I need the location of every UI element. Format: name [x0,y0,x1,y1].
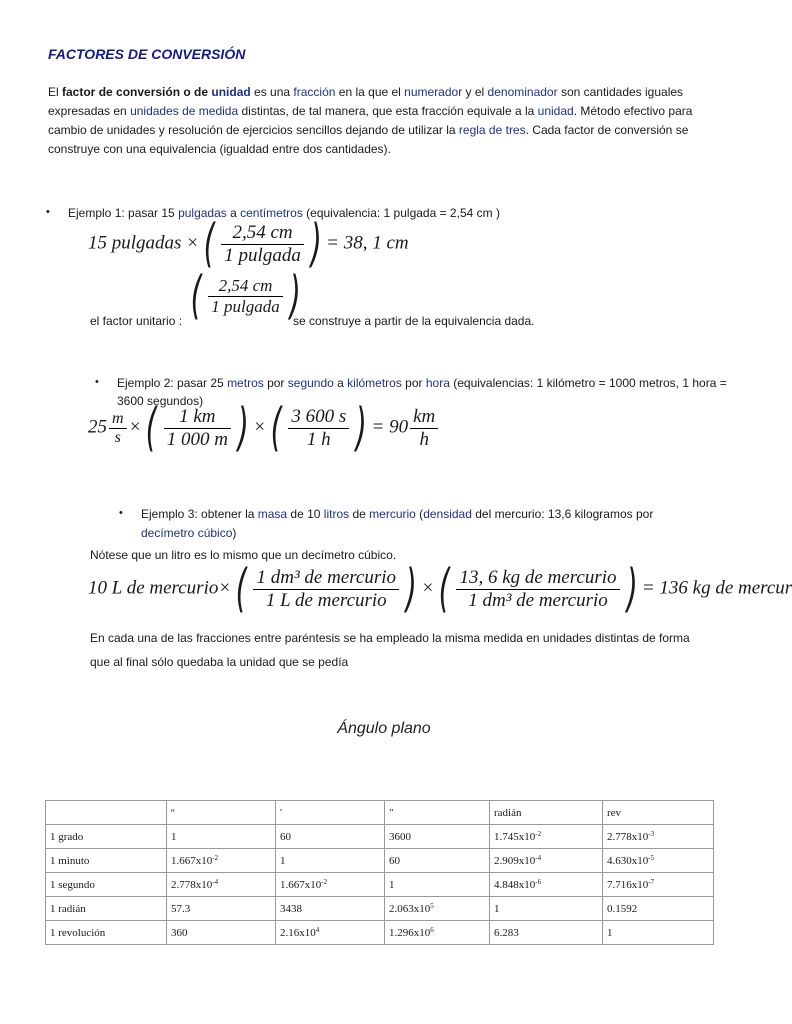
fraction-numerator: m [109,410,127,429]
example-text: del mercurio: 13,6 kilogramos por [471,507,654,521]
table-header-cell: " [385,801,490,825]
closing-line-1: En cada una de las fracciones entre paréntesis se ha empleado la misma medida en unidades distintas de forma [90,631,690,645]
cell-exponent: 5 [430,902,434,910]
example-text: de 10 [287,507,324,521]
fraction-denominator: h [419,428,429,450]
link-pulgadas[interactable]: pulgadas [178,206,227,220]
fraction-numerator: km [410,406,438,429]
page-title: FACTORES DE CONVERSIÓN [48,46,246,62]
factor-label: el factor unitario : [90,314,183,328]
times-sign: × [421,577,435,599]
equation-equals: = 90 [371,416,409,438]
cell-value: 1.667x10 [171,855,213,867]
fraction-denominator: 1 L de mercurio [265,589,387,611]
closing-line-2: que al final sólo quedaba la unidad que se pedía [90,655,349,669]
open-paren: ( [190,266,202,326]
close-paren: ) [289,266,301,326]
equation-lead: 25 [88,416,107,438]
cell-exponent: -3 [648,830,655,838]
table-cell [167,921,276,945]
cell-value: 1 [280,854,286,867]
cell-value: 57.3 [171,902,191,915]
cell-value: 2.778x10 [607,831,649,843]
cell-exponent: -2 [212,854,219,862]
fraction [109,410,127,447]
table-cell [603,921,714,945]
cell-value: 1.745x10 [494,831,536,843]
note-text: Nótese que un litro es lo mismo que un decímetro cúbico. [90,548,397,562]
table-cell [490,921,603,945]
intro-link-unidad-bold[interactable]: unidad [211,85,251,99]
cell-value: 1 [494,902,500,915]
cell-exponent: -2 [321,878,328,886]
factor-after-text: se construye a partir de la equivalencia dada. [293,314,535,328]
fraction [456,567,619,612]
table-cell [276,921,385,945]
example-1-equation [88,214,409,274]
open-paren: ( [270,398,282,458]
close-paren: ) [626,559,638,619]
cell-value: 3438 [280,902,302,915]
link-unidades-de-medida[interactable]: unidades de medida [130,104,239,118]
table-cell [603,897,714,921]
example-text: Ejemplo 2: pasar 25 [117,376,228,390]
cell-value: 7.716x10 [607,879,649,891]
table-cell [276,873,385,897]
example-text: a [333,376,348,390]
table-header-cell: º [167,801,276,825]
table-cell [46,825,167,849]
times-sign: × [128,416,142,438]
link-denominador[interactable]: denominador [487,85,558,99]
cell-value: 4.848x10 [494,879,536,891]
cell-value: 1 minuto [50,854,90,867]
fraction-denominator: 1 h [306,428,331,450]
factor-equation [186,266,305,326]
fraction-numerator: 2,54 cm [221,222,304,245]
open-paren: ( [235,559,247,619]
equation-left: 15 pulgadas × [88,232,199,254]
table-cell [46,921,167,945]
intro-text: distintas, de tal manera, que esta fracción equivale a la [238,104,538,118]
example-3-text [141,505,701,543]
cell-exponent: -6 [535,878,542,886]
intro-text: y el [462,85,488,99]
cell-value: 6.283 [494,926,519,939]
example-2-equation [88,398,440,458]
cell-value: 1 grado [50,830,84,843]
cell-value: 2.909x10 [494,855,536,867]
example-text: (equivalencias: 1 kilómetro = 1000 metros, 1 hora = 3600 segundos) [117,376,727,408]
link-fraccion[interactable]: fracción [293,85,336,99]
link-kilometros[interactable]: kilómetros [347,376,402,390]
open-paren: ( [203,214,215,274]
table-cell [46,849,167,873]
cell-value: 60 [389,854,400,867]
table-cell [46,873,167,897]
cell-exponent: -4 [212,878,219,886]
link-numerador[interactable]: numerador [404,85,463,99]
table-cell [276,825,385,849]
link-segundo[interactable]: segundo [287,376,334,390]
example-3-equation [88,559,792,619]
table-header-cell: radián [490,801,603,825]
cell-value: 1 [389,878,395,891]
link-centimetros[interactable]: centímetros [240,206,303,220]
table-cell [276,849,385,873]
link-regla-de-tres[interactable]: regla de tres [458,123,526,137]
table-cell [385,849,490,873]
cell-value: 2.778x10 [171,879,213,891]
intro-text: en la que el [335,85,405,99]
intro-text: son cantidades iguales expresadas en [48,85,684,118]
table-row [46,873,714,897]
table-cell [167,825,276,849]
table-cell [490,849,603,873]
cell-exponent: 6 [430,926,434,934]
closing-paragraph [90,626,690,674]
cell-value: 1.667x10 [280,879,322,891]
link-hora[interactable]: hora [425,376,450,390]
example-text: ) [232,526,237,540]
equation-lead: 10 L de mercurio× [88,577,232,599]
bullet-dot: • [119,507,123,519]
table-header-row [46,801,714,825]
table-cell [385,873,490,897]
intro-text: es una [250,85,294,99]
link-litros[interactable]: litros [323,507,350,521]
cell-value: 0.1592 [607,902,638,915]
table-cell [385,897,490,921]
link-mercurio[interactable]: mercurio [369,507,416,521]
cell-value: 1.296x10 [389,927,431,939]
table-cell [167,873,276,897]
intro-bold-term: factor de conversión o de [62,85,212,99]
cell-value: 1 [607,926,613,939]
cell-exponent: 4 [315,926,320,934]
table-cell [490,897,603,921]
bullet-dot: • [46,206,50,218]
example-text: a [226,206,241,220]
cell-exponent: -2 [535,830,542,838]
table-row [46,849,714,873]
cell-value: 2.063x10 [389,903,431,915]
fraction [208,276,282,317]
times-sign: × [253,416,267,438]
cell-value: 1 revolución [50,926,106,939]
fraction-numerator: 2,54 cm [208,276,282,297]
fraction [253,567,399,612]
cell-value: 2.16x10 [280,927,316,939]
cell-exponent: -5 [648,854,655,862]
example-text: por [263,376,288,390]
cell-exponent: -4 [535,854,542,862]
table-cell [490,873,603,897]
table-cell [603,849,714,873]
fraction-denominator: 1 pulgada [211,296,280,316]
fraction-denominator: 1 pulgada [224,244,301,266]
table-cell [276,897,385,921]
section-title: Ángulo plano [337,720,431,737]
fraction-numerator: 3 600 s [288,406,349,429]
table-row [46,921,714,945]
table-cell [46,897,167,921]
link-masa[interactable]: masa [257,507,288,521]
table-row [46,897,714,921]
cell-value: 3600 [389,830,411,843]
example-text: (equivalencia: 1 pulgada = 2,54 cm ) [302,206,500,220]
fraction [221,222,304,267]
table-header-cell: ' [276,801,385,825]
table-cell [603,825,714,849]
example-text: ( [415,507,424,521]
fraction-denominator: 1 dm³ de mercurio [468,589,608,611]
cell-value: 4.630x10 [607,855,649,867]
intro-paragraph [48,83,728,159]
cell-value: 360 [171,926,188,939]
cell-value: 60 [280,830,291,843]
bullet-dot: • [95,376,99,388]
fraction-numerator: 1 dm³ de mercurio [253,567,399,590]
cell-exponent: -7 [648,878,655,886]
table-header-cell: rev [603,801,714,825]
close-paren: ) [310,214,322,274]
fraction-denominator: 1 000 m [166,428,228,450]
link-unidad[interactable]: unidad [537,104,574,118]
intro-text: . Método efectivo para cambio de unidades y resolución de ejercicios sencillos dejando de utilizar la [48,104,693,137]
close-paren: ) [355,398,367,458]
link-densidad[interactable]: densidad [423,507,472,521]
close-paren: ) [405,559,417,619]
link-decimetro-cubico[interactable]: decímetro cúbico [141,526,233,540]
table-cell [385,825,490,849]
fraction [164,406,231,451]
example-text: de [349,507,370,521]
cell-value: 1 [171,830,177,843]
open-paren: ( [145,398,158,458]
cell-value: 1 radián [50,902,86,915]
example-text: Ejemplo 1: pasar 15 [68,206,179,220]
example-text: por [401,376,426,390]
close-paren: ) [237,398,249,458]
fraction [288,406,349,451]
equation-result: = 136 kg de mercur [641,577,792,599]
intro-text: El [48,85,63,99]
table-row [46,825,714,849]
table-cell [490,825,603,849]
link-metros[interactable]: metros [227,376,264,390]
intro-text: . Cada factor de conversión se construye con una equivalencia (igualdad entre dos cantidades). [48,123,689,156]
open-paren: ( [438,559,450,619]
example-text: Ejemplo 3: obtener la [141,507,258,521]
equation-result: = 38, 1 cm [326,232,409,254]
table-cell [167,849,276,873]
cell-value: 1 segundo [50,878,95,891]
table-header-cell [46,801,167,825]
fraction-denominator: s [114,428,121,446]
fraction [410,406,438,451]
table-cell [603,873,714,897]
fraction-numerator: 13, 6 kg de mercurio [456,567,619,590]
angle-conversion-table [45,800,714,945]
fraction-numerator: 1 km [164,406,231,429]
table-cell [385,921,490,945]
table-cell [167,897,276,921]
